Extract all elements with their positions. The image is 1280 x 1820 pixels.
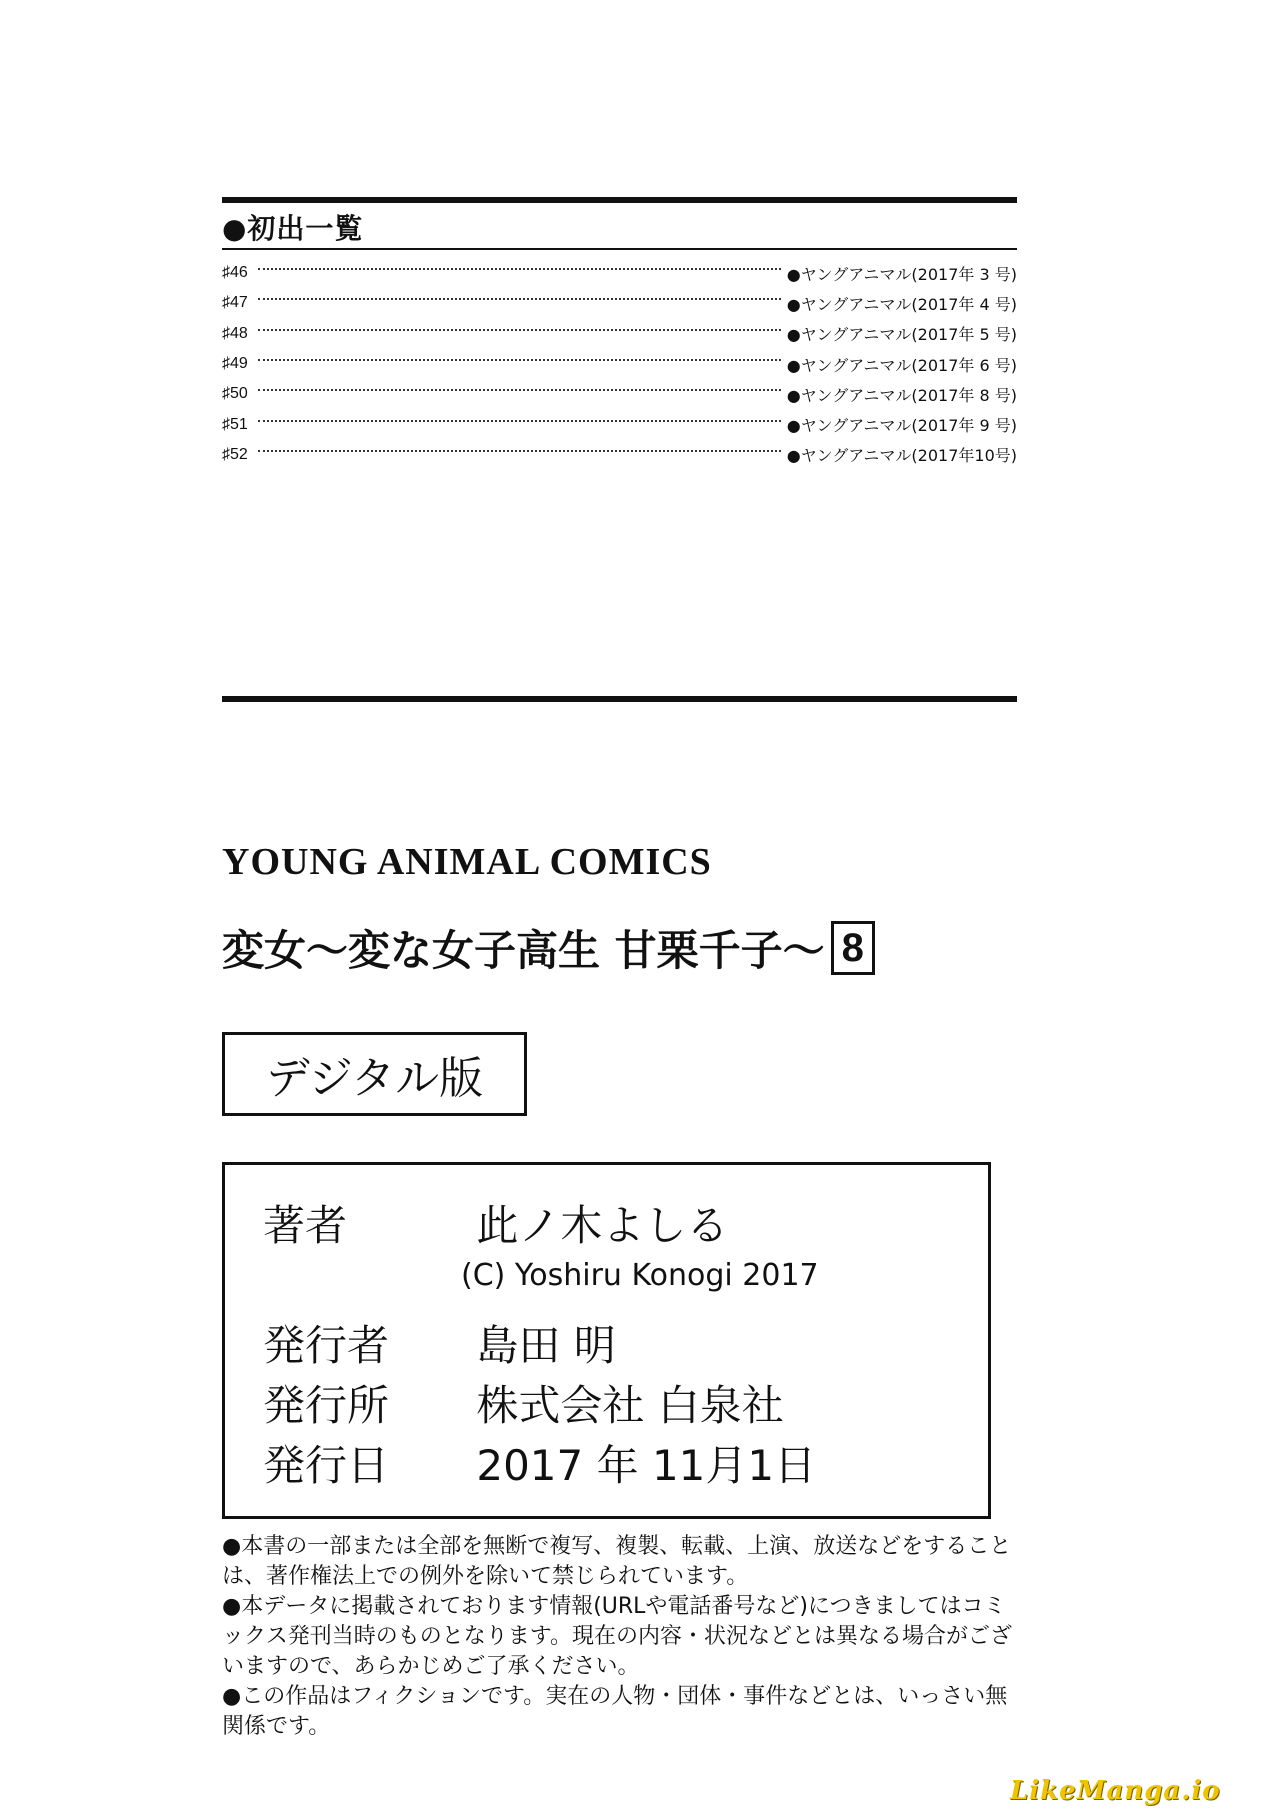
leader-dots [258, 329, 781, 331]
magazine-issue: ●ヤングアニマル(2017年 8 号) [786, 385, 1017, 405]
copyright-warning-note: ●本書の一部または全部を無断で複写、複製、転載、上演、放送などをすることは、著作権法上での例外を除いて禁じられています。 [222, 1534, 1012, 1589]
chapter-number: ♯46 [222, 264, 248, 282]
date-label: 発行日 [263, 1441, 390, 1490]
publish-date: 2017 年 11月1日 [476, 1441, 817, 1490]
publisher-person-name: 島田 明 [476, 1321, 616, 1370]
leader-dots [258, 298, 781, 300]
book-title [222, 918, 875, 978]
magazine-issue: ●ヤングアニマル(2017年 6 号) [786, 355, 1017, 375]
magazine-issue: ●ヤングアニマル(2017年 3 号) [786, 264, 1017, 284]
publisher-person-row [263, 1313, 616, 1373]
series-label: YOUNG ANIMAL COMICS [222, 841, 712, 883]
top-thick-rule [222, 197, 1017, 203]
chapter-number: ♯51 [222, 415, 248, 433]
site-watermark: LikeManga.io [1010, 1776, 1221, 1806]
leader-dots [258, 359, 781, 361]
chapter-number: ♯49 [222, 355, 248, 373]
leader-dots [258, 268, 781, 270]
colophon-box [222, 1162, 991, 1519]
chapter-number: ♯50 [222, 385, 248, 403]
author-name: 此ノ木よしる [476, 1201, 729, 1250]
heading-underline [222, 248, 1017, 250]
volume-number: 8 [831, 921, 875, 975]
magazine-issue: ●ヤングアニマル(2017年 5 号) [786, 325, 1017, 345]
publisher-person-label: 発行者 [263, 1321, 390, 1370]
date-row [263, 1433, 816, 1493]
chapter-number: ♯47 [222, 294, 248, 312]
middle-thick-rule [222, 696, 1017, 702]
first-appearance-heading: ●初出一覧 [222, 212, 364, 245]
title-text: 変女〜変な女子高生 甘栗千子〜 [222, 926, 825, 975]
leader-dots [258, 389, 781, 391]
list-item [222, 379, 1017, 409]
magazine-issue: ●ヤングアニマル(2017年 4 号) [786, 294, 1017, 314]
magazine-issue: ●ヤングアニマル(2017年 9 号) [786, 416, 1017, 436]
publisher-row [263, 1373, 784, 1433]
publisher-label: 発行所 [263, 1381, 390, 1430]
leader-dots [258, 450, 781, 452]
list-item [222, 349, 1017, 379]
copyright-notice: (C) Yoshiru Konogi 2017 [461, 1258, 819, 1293]
magazine-issue: ●ヤングアニマル(2017年10号) [786, 446, 1017, 466]
chapter-number: ♯48 [222, 324, 248, 342]
data-validity-note: ●本データに掲載されております情報(URLや電話番号など)につきましてはコミックス発刊当時のものとなります。現在の内容・状況などとは異なる場合がございますので、あらかじめご了承ください。 [222, 1594, 1013, 1679]
fiction-disclaimer-note: ●この作品はフィクションです。実在の人物・団体・事件などとは、いっさい無関係です。 [222, 1684, 1008, 1739]
list-item [222, 319, 1017, 349]
list-item [222, 288, 1017, 318]
list-item [222, 258, 1017, 288]
chapter-number: ♯52 [222, 445, 248, 463]
first-appearance-list [222, 258, 1017, 470]
list-item [222, 409, 1017, 439]
author-label: 著者 [263, 1201, 348, 1250]
edition-badge: デジタル版 [222, 1032, 527, 1116]
list-item [222, 440, 1017, 470]
legal-notes [222, 1532, 1022, 1742]
author-row [263, 1193, 728, 1253]
publisher-name: 株式会社 白泉社 [476, 1381, 784, 1430]
leader-dots [258, 420, 781, 422]
